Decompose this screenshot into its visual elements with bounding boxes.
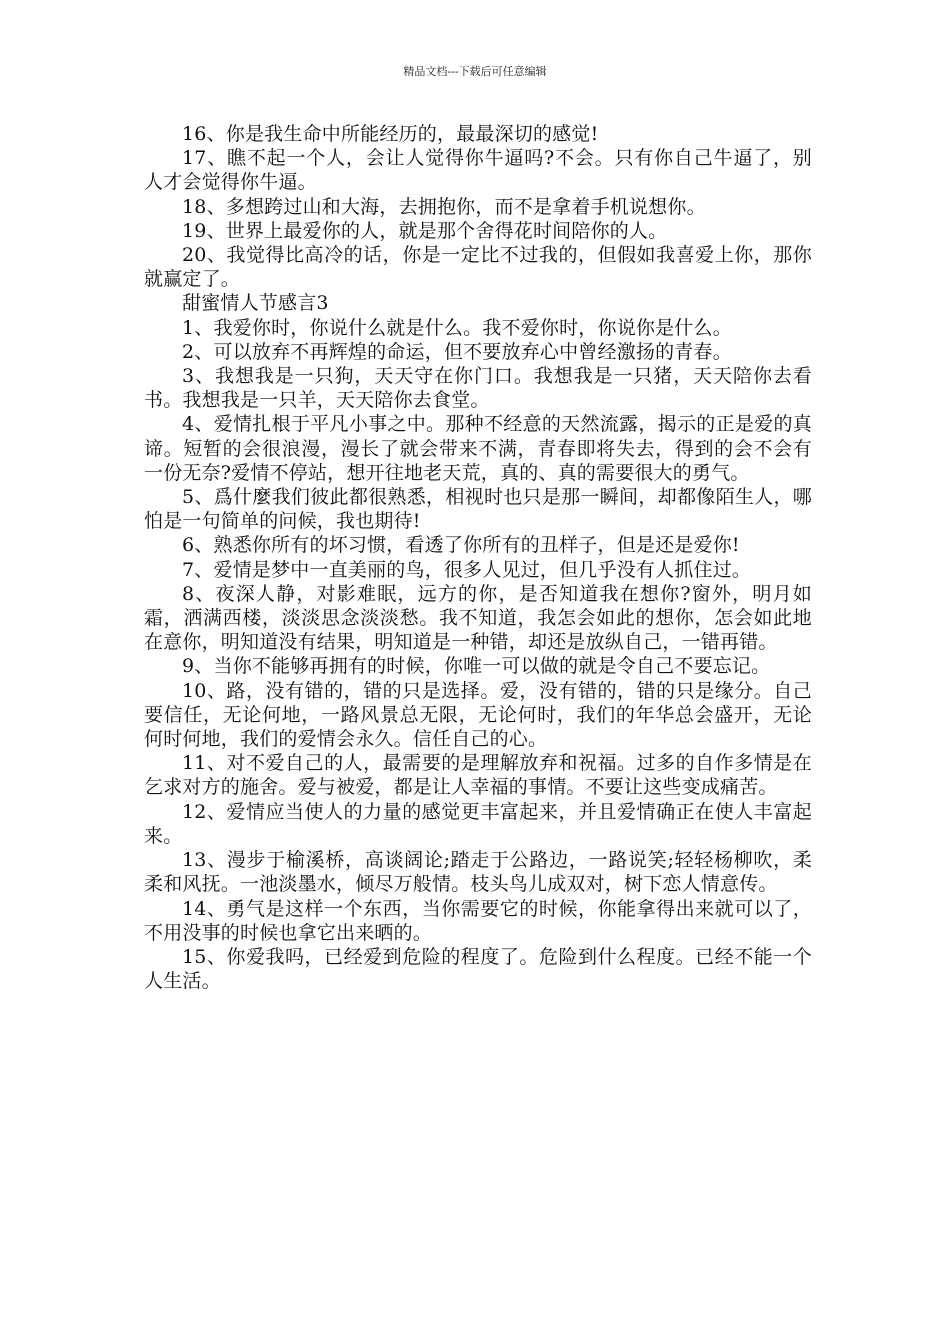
paragraph-3: 3、我想我是一只狗，天天守在你门口。我想我是一只猪，天天陪你去看书。我想我是一只羊，天天陪你去食堂。 xyxy=(144,365,812,412)
paragraph-17: 17、瞧不起一个人，会让人觉得你牛逼吗?不会。只有你自己牛逼了，别人才会觉得你牛逼。 xyxy=(144,147,812,194)
paragraph-6: 6、熟悉你所有的坏习惯，看透了你所有的丑样子，但是还是爱你! xyxy=(182,534,740,557)
paragraph-18: 18、多想跨过山和大海，去拥抱你，而不是拿着手机说想你。 xyxy=(182,195,706,218)
paragraph-19: 19、世界上最爱你的人，就是那个舍得花时间陪你的人。 xyxy=(182,219,668,242)
page-header: 精品文档---下载后可任意编辑 xyxy=(403,65,547,78)
paragraph-12: 12、爱情应当使人的力量的感觉更丰富起来，并且爱情确正在使人丰富起来。 xyxy=(144,800,812,847)
paragraph-9: 9、当你不能够再拥有的时候，你唯一可以做的就是令自己不要忘记。 xyxy=(182,655,771,678)
document-body xyxy=(144,122,812,993)
paragraph-16: 16、你是我生命中所能经历的，最最深切的感觉! xyxy=(182,123,599,145)
paragraph-14: 14、勇气是这样一个东西，当你需要它的时候，你能拿得出来就可以了，不用没事的时候也拿它出来晒的。 xyxy=(144,897,812,944)
section-heading: 甜蜜情人节感言3 xyxy=(182,292,329,315)
paragraph-13: 13、漫步于榆溪桥，高谈阔论;踏走于公路边，一路说笑;轻轻杨柳吹，柔柔和风抚。一池淡墨水，倾尽万般情。枝头鸟儿成双对，树下恋人情意传。 xyxy=(144,849,812,896)
paragraph-15: 15、你爱我吗，已经爱到危险的程度了。危险到什么程度。已经不能一个人生活。 xyxy=(144,945,812,993)
paragraph-8: 8、夜深人静，对影难眠，远方的你，是否知道我在想你?窗外，明月如霜，洒满西楼，淡淡思念淡淡愁。我不知道，我怎会如此的想你，怎会如此地在意你，明知道没有结果，明知道是一种错，却还是放纵自己，一错再错。 xyxy=(144,582,812,654)
paragraph-10: 10、路，没有错的，错的只是选择。爱，没有错的，错的只是缘分。自己要信任，无论何地，一路风景总无限，无论何时，我们的年华总会盛开，无论何时何地，我们的爱情会永久。信任自己的心。 xyxy=(144,679,812,751)
paragraph-2: 2、可以放弃不再辉煌的命运，但不要放弃心中曾经激扬的青春。 xyxy=(182,340,732,363)
paragraph-7: 7、爱情是梦中一直美丽的鸟，很多人见过，但几乎没有人抓住过。 xyxy=(182,558,752,581)
paragraph-20: 20、我觉得比高冷的话，你是一定比不过我的，但假如我喜爱上你，那你就赢定了。 xyxy=(144,244,812,291)
paragraph-5: 5、爲什麼我们彼此都很熟悉，相视时也只是那一瞬间，却都像陌生人，哪怕是一句简单的问候，我也期待! xyxy=(144,486,812,533)
paragraph-11: 11、对不爱自己的人，最需要的是理解放弃和祝福。过多的自作多情是在乞求对方的施舍。爱与被爱，都是让人幸福的事情。不要让这些变成痛苦。 xyxy=(144,752,812,799)
paragraph-4: 4、爱情扎根于平凡小事之中。那种不经意的天然流露，揭示的正是爱的真谛。短暂的会很浪漫，漫长了就会带来不满，青春即将失去，得到的会不会有一份无奈?爱情不停站，想开往地老天荒，真的、真的需要很大的勇气。 xyxy=(144,413,812,484)
paragraph-1: 1、我爱你时，你说什么就是什么。我不爱你时，你说你是什么。 xyxy=(182,316,732,339)
